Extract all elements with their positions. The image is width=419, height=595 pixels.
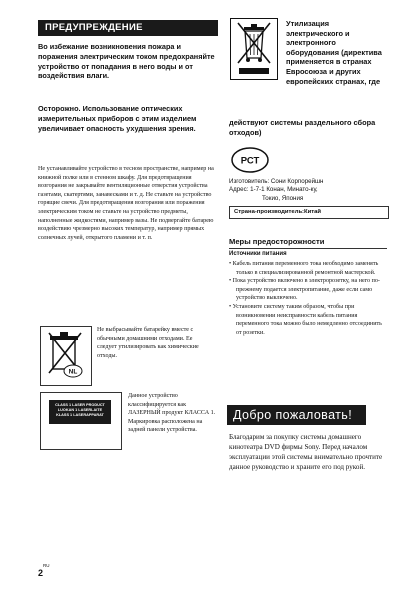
battery-disposal-icon (40, 326, 92, 386)
welcome-paragraph (229, 433, 389, 473)
power-sources-subtitle: Источники питания (229, 251, 287, 257)
battery-icon-label: NL (68, 368, 78, 376)
precaution-item: • Пока устройство включено в электророзетку, на него по-прежнему подается электропитание, даже если само устройство выключено. (229, 278, 380, 302)
pct-mark-text: РСТ (240, 155, 260, 167)
manufacturer-info (229, 178, 389, 203)
laser-label-line: CLASS 1 LASER PRODUCT (55, 403, 105, 407)
page-number-value: 2 (38, 568, 44, 578)
laser-class-note (128, 392, 216, 435)
page-number (38, 563, 50, 581)
page-language: RU (43, 563, 50, 568)
laser-class-text: Данное устройство классифицируется как ЛАЗЕРНЫЙ продукт КЛАССА 1. Маркировка расположена на задней панели устройства. (128, 393, 216, 434)
warning-title: ПРЕДУПРЕЖДЕНИЕ (38, 20, 218, 36)
laser-label-line: KLASS 1 LASERAPPARAT (56, 413, 104, 417)
warning-bold-paragraph-1 (38, 42, 220, 81)
warning-bold-paragraph-2 (38, 104, 220, 133)
manufacturer-name: Изготовитель: Сони Корпорейшн (229, 178, 324, 185)
manufacturer-city: Токио, Япония (262, 194, 304, 202)
precautions-list (229, 260, 387, 337)
welcome-title: Добро пожаловать! (227, 405, 366, 425)
precaution-item: • Кабель питания переменного тока необходимо заменять только в специализированной ремонтной мастерской. (229, 261, 379, 276)
welcome-text: Благодарим за покупку системы домашнего кинотеатра DVD фирмы Sony. Перед началом эксплуатации этой системы внимательно прочтите данное руководство и храните его под рукой. (229, 433, 383, 471)
recycling-note: Утилизация электрического и электронного оборудования (директива применяется в странах Евросоюза и других европейских странах, где (286, 19, 382, 86)
country-of-origin: Страна-производитель:Китай (229, 206, 389, 219)
recycling-note-continued: действуют системы раздельного сбора отходов) (229, 118, 376, 137)
laser-label-frame (40, 392, 122, 450)
warning-body-paragraph (38, 165, 220, 242)
precaution-item: • Установите систему таким образом, чтобы при возникновении неисправности кабель питания переменного тока можно было немедленно отсоединить от розетки. (229, 303, 382, 336)
optical-warning: Осторожно. Использование оптических измерительных приборов с этим изделием увеличивает опасность ухудшения зрения. (38, 104, 197, 133)
laser-label-line: LUOKAN 1 LASERLAITE (57, 408, 103, 412)
laser-class-label (49, 400, 111, 424)
battery-disposal-note (97, 326, 209, 360)
fire-shock-warning: Во избежание возникновения пожара и поражения электрическим током предохраняйте устройство от попадания в него воды и от воздействия влаги. (38, 42, 215, 81)
manufacturer-address: Адрес: 1-7-1 Конан, Минато-ку, (229, 186, 318, 194)
battery-disposal-text: Не выбрасывайте батарейку вместе с обычными домашними отходами. Ее следует утилизировать как химические отходы. (97, 327, 199, 359)
pct-certification-mark (230, 146, 270, 174)
weee-recycling-icon (230, 18, 278, 80)
precautions-divider (229, 248, 387, 249)
precautions-title: Меры предосторожности (229, 237, 325, 246)
installation-warning: Не устанавливайте устройство в тесном пространстве, например на книжной полке или в стенном шкафу. Для предотвращения возгорания не закрывайте вентиляционные отверстия устройства газетами, скатертями, занавесками и т. д. Не ставьте на устройство горящие свечи. Для предотвращения возгорания или поражения электрическим током не ставьте на устройство предметы, наполненные жидкостями, например вазы. Не подвергайте батарею воздействию чрезмерно высоких температур, например прямых солнечных лучей, открытого пламени и т. п. (38, 166, 214, 241)
